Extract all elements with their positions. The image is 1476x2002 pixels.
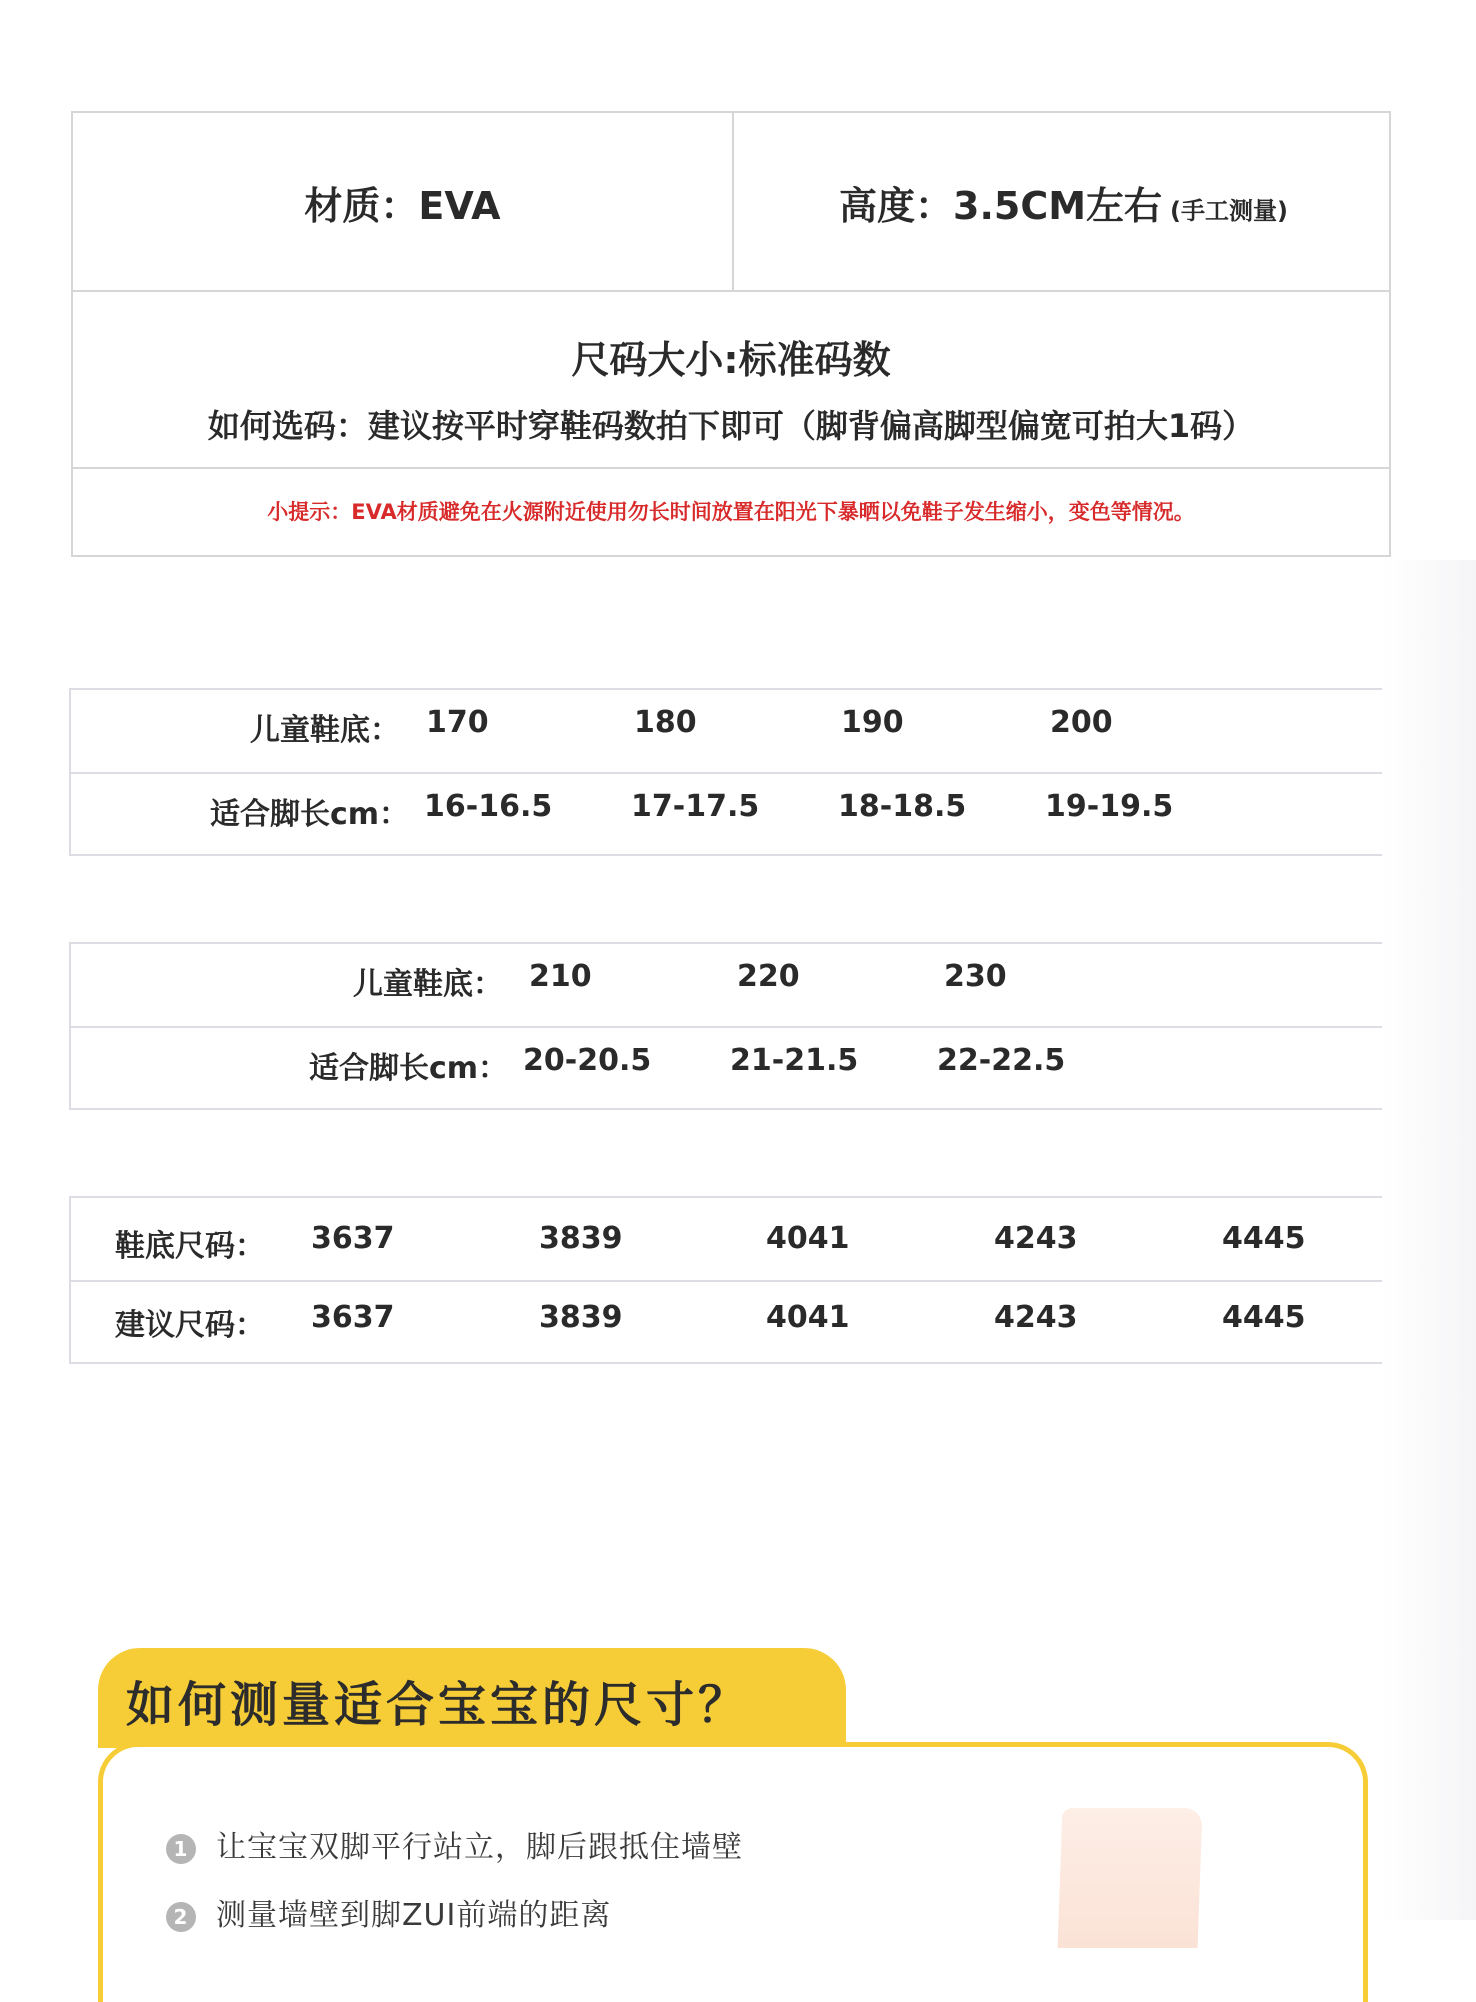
height-note: (手工测量) [1170,197,1288,225]
sole-size: 200 [1050,705,1113,740]
sole-size: 3839 [539,1221,623,1256]
sole-size: 4041 [766,1221,850,1256]
sole-size: 3637 [311,1221,395,1256]
sole-size: 170 [426,705,489,740]
size-title: 尺码大小:标准码数 [571,338,891,382]
recommended-size: 3839 [539,1300,623,1335]
divider [71,1280,1389,1282]
sole-size: 210 [529,959,592,994]
recommended-size: 3637 [311,1300,395,1335]
foot-length: 21-21.5 [730,1043,859,1078]
edge-shade [1382,560,1476,1920]
step-text: 测量墙壁到脚ZUI前端的距离 [216,1898,612,1933]
sole-size: 4243 [994,1221,1078,1256]
kids-size-table-2 [69,942,1391,1110]
measure-step-2 [166,1890,611,1934]
measure-step-1 [166,1822,743,1866]
recommended-size: 4041 [766,1300,850,1335]
foot-length: 22-22.5 [937,1043,1066,1078]
foot-length: 17-17.5 [631,789,760,824]
measure-title: 如何测量适合宝宝的尺寸？ [126,1677,751,1733]
foot-length: 16-16.5 [424,789,553,824]
spec-table [71,111,1391,557]
row-label: 鞋底尺码： [115,1229,265,1264]
step-number-icon: 1 [166,1834,196,1864]
height-label: 高度：3.5CM左右 [839,184,1163,228]
sole-size: 230 [944,959,1007,994]
foot-length: 18-18.5 [838,789,967,824]
row-label: 适合脚长cm： [210,797,410,832]
foot-illustration [1058,1808,1203,1948]
divider [73,290,1389,292]
adult-size-table [69,1196,1391,1364]
foot-length: 19-19.5 [1045,789,1174,824]
material-label: 材质：EVA [304,184,501,228]
row-label: 儿童鞋底： [353,967,503,1002]
sole-size: 190 [841,705,904,740]
sole-size: 180 [634,705,697,740]
step-text: 让宝宝双脚平行站立，脚后跟抵住墙壁 [216,1830,743,1865]
recommended-size: 4445 [1222,1300,1306,1335]
row-label: 儿童鞋底： [250,713,400,748]
divider [71,772,1389,774]
care-tip: 小提示：EVA材质避免在火源附近使用勿长时间放置在阳光下暴晒以免鞋子发生缩小，变色等情况。 [267,500,1195,524]
step-number-icon: 2 [166,1902,196,1932]
height-info [734,175,1393,230]
sole-size: 4445 [1222,1221,1306,1256]
recommended-size: 4243 [994,1300,1078,1335]
row-label: 建议尺码： [115,1308,265,1343]
row-label: 适合脚长cm： [309,1051,509,1086]
how-to-choose: 如何选码：建议按平时穿鞋码数拍下即可（脚背偏高脚型偏宽可拍大1码） [207,407,1255,445]
divider [71,1026,1389,1028]
foot-length: 20-20.5 [523,1043,652,1078]
sole-size: 220 [737,959,800,994]
divider [73,467,1389,469]
